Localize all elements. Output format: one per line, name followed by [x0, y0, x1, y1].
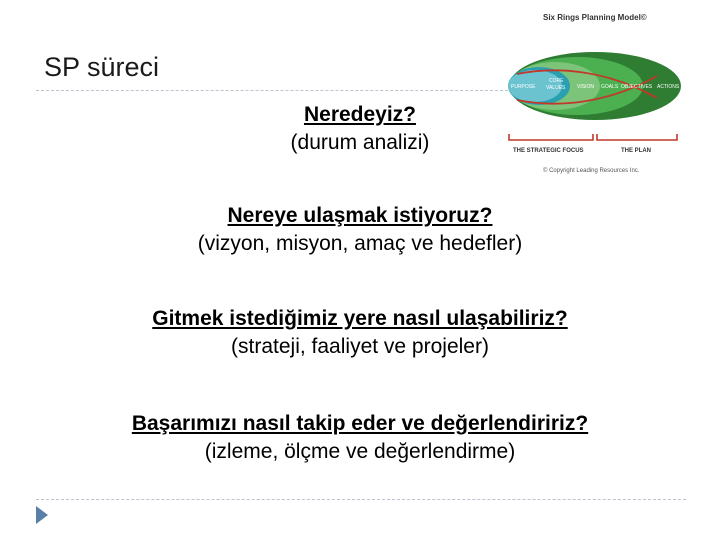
- ring-label-purpose: PURPOSE: [511, 84, 536, 90]
- answer-text: (durum analizi): [290, 131, 430, 154]
- ring-label-vision: VISION: [577, 84, 594, 90]
- answer-text: (izleme, ölçme ve değerlendirme): [204, 440, 516, 463]
- question-text: Neredeyiz?: [303, 103, 417, 126]
- ring-label-core-values-line1: CORE: [549, 78, 564, 84]
- answer-text: (vizyon, misyon, amaç ve hedefler): [197, 232, 523, 255]
- question-text: Başarımızı nasıl takip eder ve değerlendiririz?: [131, 412, 589, 435]
- item-strategy: [0, 305, 720, 361]
- item-vision: [0, 202, 720, 258]
- strategic-focus-label: THE STRATEGIC FOCUS: [513, 148, 584, 154]
- next-slide-arrow-icon[interactable]: [36, 506, 48, 524]
- question-text: Nereye ulaşmak istiyoruz?: [227, 204, 493, 227]
- copyright-text: © Copyright Leading Resources Inc.: [543, 168, 640, 174]
- slide-title: SP süreci: [44, 52, 160, 82]
- ring-label-actions: ACTIONS: [657, 84, 680, 90]
- item-monitoring: [0, 410, 720, 466]
- ring-label-core-values-line2: VALUES: [546, 85, 566, 91]
- model-title: Six Rings Planning Model©: [543, 13, 647, 22]
- footer-divider: [36, 499, 686, 500]
- title-divider: [36, 90, 528, 91]
- question-text: Gitmek istediğimiz yere nasıl ulaşabiliriz?: [152, 307, 568, 330]
- ring-label-objectives: OBJECTIVES: [621, 84, 653, 90]
- item-situation: [0, 101, 720, 157]
- answer-text: (strateji, faaliyet ve projeler): [231, 335, 489, 358]
- ring-label-goals: GOALS: [601, 84, 619, 90]
- the-plan-label: THE PLAN: [621, 148, 651, 154]
